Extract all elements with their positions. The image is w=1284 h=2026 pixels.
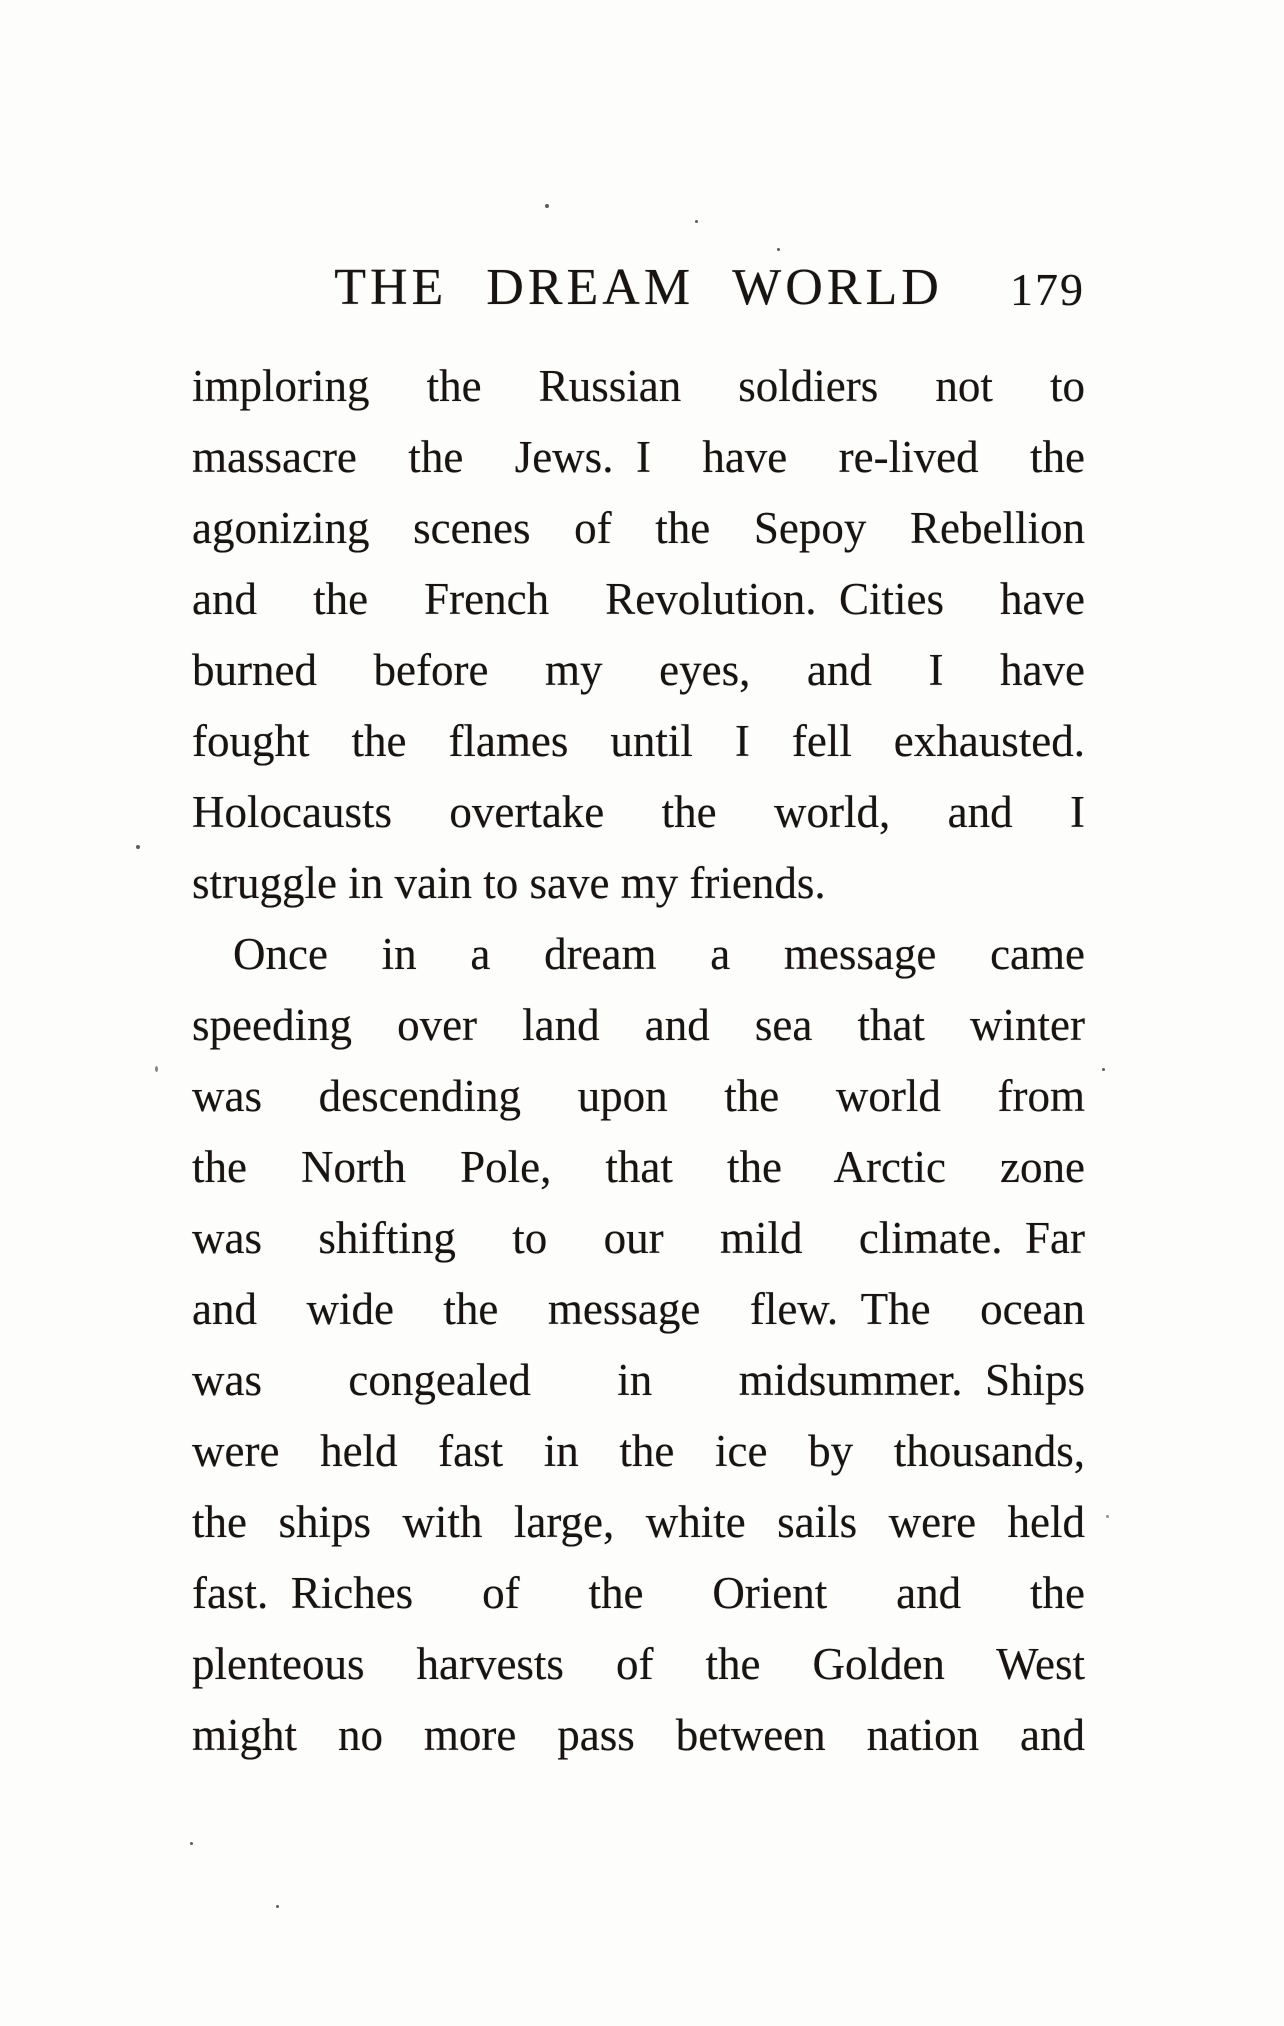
text-line: speeding over land and sea that winter	[192, 1000, 1085, 1050]
text-line: and wide the message flew. The ocean	[192, 1284, 1085, 1334]
text-line: was descending upon the world from	[192, 1071, 1085, 1121]
scan-speck	[695, 220, 698, 223]
scan-speck	[136, 845, 140, 849]
scan-speck	[777, 248, 780, 251]
text-line: imploring the Russian soldiers not to	[192, 361, 1085, 411]
scan-speck	[545, 204, 549, 208]
text-line: the North Pole, that the Arctic zone	[192, 1142, 1085, 1192]
text-line: fought the flames until I fell exhausted.	[192, 716, 1085, 766]
text-line: fast. Riches of the Orient and the	[192, 1568, 1085, 1618]
text-line: the ships with large, white sails were held	[192, 1497, 1085, 1547]
scan-speck	[1102, 1068, 1105, 1071]
page-title: THE DREAM WORLD	[334, 259, 943, 316]
text-line: was congealed in midsummer. Ships	[192, 1355, 1085, 1405]
text-line: burned before my eyes, and I have	[192, 645, 1085, 695]
text-line: Once in a dream a message came	[233, 929, 1085, 979]
text-line: might no more pass between nation and	[192, 1710, 1085, 1760]
text-line: massacre the Jews. I have re-lived the	[192, 432, 1085, 482]
text-line: were held fast in the ice by thousands,	[192, 1426, 1085, 1476]
text-line: plenteous harvests of the Golden West	[192, 1639, 1085, 1689]
page-number: 179	[1010, 264, 1085, 315]
scan-speck	[190, 1842, 193, 1845]
scan-speck	[155, 1066, 158, 1072]
text-line: and the French Revolution. Cities have	[192, 574, 1085, 624]
scan-speck	[1106, 1515, 1109, 1518]
scan-speck	[276, 1905, 279, 1908]
page-header	[192, 258, 1085, 318]
text-line: Holocausts overtake the world, and I	[192, 787, 1085, 837]
text-line: agonizing scenes of the Sepoy Rebellion	[192, 503, 1085, 553]
body-text	[192, 351, 1085, 1771]
text-line: was shifting to our mild climate. Far	[192, 1213, 1085, 1263]
text-line: struggle in vain to save my friends.	[192, 858, 826, 908]
